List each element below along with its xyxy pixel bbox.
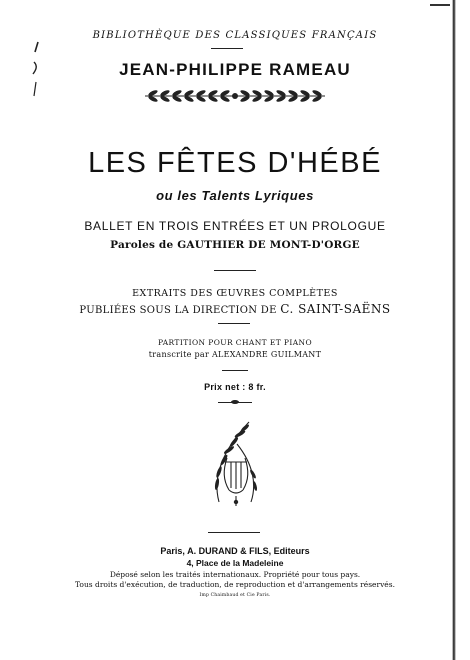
editor-name: C. SAINT-SAËNS: [280, 302, 391, 316]
lyre-emblem: [205, 418, 267, 510]
partition-line: PARTITION POUR CHANT ET PIANO: [157, 338, 313, 347]
direction-prefix: PUBLIÉES SOUS LA DIRECTION DE: [79, 305, 277, 316]
footer-rule: [208, 532, 260, 533]
rights-line-2: Tous droits d'exécution, de traduction, de reproduction et d'arrangements réservés.: [75, 580, 395, 589]
publisher-line: Paris, A. DURAND & FILS, Editeurs: [160, 546, 310, 556]
genre-line: BALLET EN TROIS ENTRÉES ET UN PROLOGUE: [84, 219, 386, 233]
series-rule: [211, 48, 243, 49]
laurel-ornament: [143, 89, 327, 103]
work-subtitle: ou les Talents Lyriques: [156, 188, 314, 203]
transcription-line: transcrite par ALEXANDRE GUILMANT: [148, 350, 322, 359]
section-rule: [214, 270, 256, 271]
lyricist-line: Paroles de GAUTHIER DE MONT-D'ORGE: [110, 239, 360, 251]
printer-line: Imp Chaimbaud et Cie Paris.: [199, 593, 271, 598]
direction-line: [0, 302, 470, 316]
rule-ornament: [230, 399, 240, 405]
price-line: Prix net : 8 fr.: [204, 382, 266, 392]
publisher-address: 4, Place de la Madeleine: [186, 558, 284, 568]
composer-name: JEAN-PHILIPPE RAMEAU: [119, 60, 351, 79]
page-edge-notch: [430, 4, 450, 6]
extraits-line: EXTRAITS DES ŒUVRES COMPLÈTES: [132, 288, 338, 299]
rights-line-1: Déposé selon les traités internationaux. Propriété pour tous pays.: [109, 570, 361, 579]
section-rule-2: [218, 323, 250, 324]
price-rule-top: [222, 370, 248, 371]
work-title: LES FÊTES D'HÉBÉ: [88, 147, 382, 179]
series-title: BIBLIOTHÈQUE DES CLASSIQUES FRANÇAIS: [92, 30, 378, 41]
